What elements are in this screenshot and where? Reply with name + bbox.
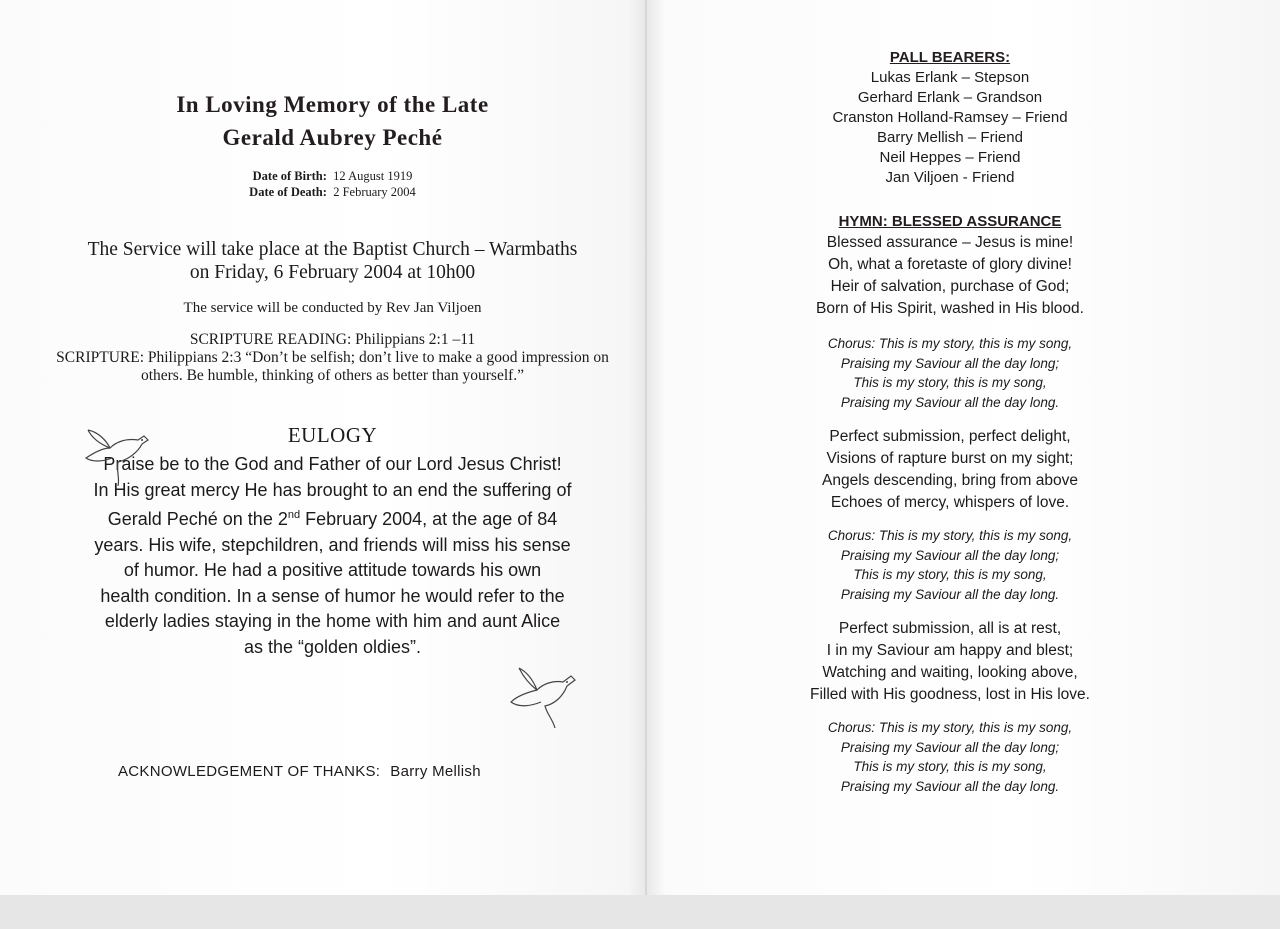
- verse-line: Oh, what a foretaste of glory divine!: [828, 256, 1072, 273]
- verse-line: I in my Saviour am happy and blest;: [826, 642, 1074, 659]
- eulogy-line: elderly ladies staying in the home with him and aunt Alice: [104, 611, 561, 631]
- hymn-heading: HYMN: BLESSED ASSURANCE: [838, 213, 1062, 230]
- pall-bearer: Jan Viljoen - Friend: [885, 169, 1015, 186]
- eulogy-heading: EULOGY: [287, 423, 378, 447]
- left-page: [40, 88, 625, 660]
- scripture-reading: SCRIPTURE READING: Philippians 2:1 –11: [189, 331, 476, 348]
- acknowledgement: [118, 763, 481, 780]
- verse-line: Angels descending, bring from above: [822, 472, 1078, 489]
- eulogy-line: of humor. He had a positive attitude towards his own: [123, 560, 542, 580]
- pall-bearers-heading: PALL BEARERS:: [889, 49, 1011, 66]
- chorus-line: Chorus: This is my story, this is my song,: [827, 720, 1073, 735]
- verse-line: Watching and waiting, looking above,: [822, 664, 1078, 681]
- pall-bearer: Lukas Erlank – Stepson: [870, 69, 1030, 86]
- eulogy-line: Gerald Peché on the 2nd February 2004, at the age of 84: [107, 509, 558, 529]
- pall-bearer: Gerhard Erlank – Grandson: [857, 89, 1043, 106]
- ack-name: Barry Mellish: [390, 763, 481, 780]
- chorus-line: Chorus: This is my story, this is my song,: [827, 336, 1073, 351]
- pall-bearer: Neil Heppes – Friend: [879, 149, 1021, 166]
- chorus-line: Praising my Saviour all the day long;: [840, 739, 1060, 755]
- date-of-death: Date of Death: 2 February 2004: [249, 185, 416, 199]
- eulogy-line: Praise be to the God and Father of our Lord Jesus Christ!: [103, 454, 562, 474]
- verse-line: Echoes of mercy, whispers of love.: [830, 494, 1070, 511]
- pall-bearer: Barry Mellish – Friend: [877, 129, 1023, 146]
- chorus-line: This is my story, this is my song,: [853, 375, 1047, 390]
- verse-line: Filled with His goodness, lost in His love.: [810, 686, 1090, 703]
- verse-line: Visions of rapture burst on my sight;: [826, 450, 1074, 467]
- memorial-title-line1: In Loving Memory of the Late: [176, 92, 489, 117]
- verse-line: Perfect submission, perfect delight,: [829, 428, 1071, 445]
- eulogy-line: In His great mercy He has brought to an end the suffering of: [93, 479, 572, 500]
- pall-bearer: Cranston Holland-Ramsey – Friend: [832, 109, 1068, 126]
- verse-line: Heir of salvation, purchase of God;: [830, 278, 1070, 295]
- eulogy-line: as the “golden oldies”.: [243, 636, 422, 657]
- chorus-line: Praising my Saviour all the day long.: [840, 778, 1060, 794]
- chorus-line: Praising my Saviour all the day long.: [840, 586, 1060, 602]
- service-line2: on Friday, 6 February 2004 at 10h00: [189, 262, 476, 283]
- memorial-title-line2: Gerald Aubrey Peché: [222, 125, 443, 150]
- chorus-line: This is my story, this is my song,: [853, 567, 1047, 582]
- conducted-by: The service will be conducted by Rev Jan Viljoen: [183, 300, 482, 316]
- scan-background: [0, 895, 1280, 929]
- scripture-text: SCRIPTURE: Philippians 2:3 “Don’t be selfish; don’t live to make a good impression on others. Be humble, thinking of others as better than yourself.”: [56, 349, 609, 384]
- ack-label: ACKNOWLEDGEMENT OF THANKS:: [118, 763, 381, 780]
- date-of-birth: Date of Birth: 12 August 1919: [252, 169, 413, 183]
- eulogy-line: years. His wife, stepchildren, and friends will miss his sense: [94, 534, 571, 555]
- right-page: [770, 48, 1130, 796]
- service-line1: The Service will take place at the Baptist Church – Warmbaths: [87, 239, 578, 260]
- service-details: [40, 238, 625, 284]
- dates-block: [40, 168, 625, 200]
- dove-icon: [78, 418, 158, 488]
- verse-line: Perfect submission, all is at rest,: [838, 620, 1062, 637]
- chorus-line: Praising my Saviour all the day long.: [840, 394, 1060, 410]
- eulogy-line: health condition. In a sense of humor he would refer to the: [100, 585, 565, 606]
- chorus-line: Praising my Saviour all the day long;: [840, 355, 1060, 371]
- page-fold: [645, 0, 647, 895]
- chorus-line: Praising my Saviour all the day long;: [840, 547, 1060, 563]
- dove-icon: [505, 662, 585, 732]
- verse-line: Blessed assurance – Jesus is mine!: [826, 234, 1074, 251]
- chorus-line: Chorus: This is my story, this is my song,: [827, 528, 1073, 543]
- verse-line: Born of His Spirit, washed in His blood.: [816, 300, 1084, 317]
- chorus-line: This is my story, this is my song,: [853, 759, 1047, 774]
